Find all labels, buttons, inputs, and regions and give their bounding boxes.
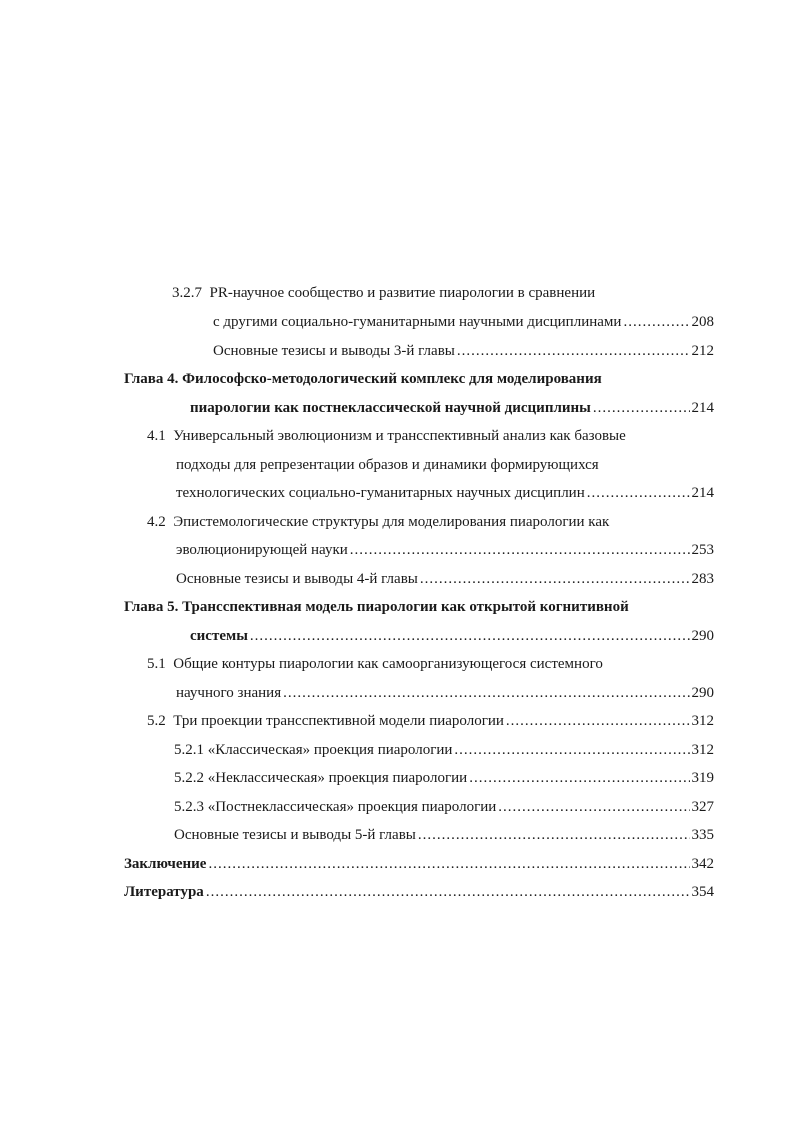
toc-entry-5-2-2	[174, 768, 714, 788]
toc-title: эволюционирующей науки	[176, 542, 348, 558]
dot-leader	[250, 626, 690, 646]
dot-leader	[454, 740, 689, 760]
toc-page-number: 327	[691, 799, 714, 815]
toc-title: подходы для репрезентации образов и динамики формирующихся	[176, 457, 599, 473]
toc-title: Универсальный эволюционизм и трансспективный анализ как базовые	[173, 428, 626, 444]
dot-leader	[206, 882, 690, 902]
toc-entry-5-2-3	[174, 797, 714, 817]
toc-page-number: 312	[691, 713, 714, 729]
toc-entry-3-2-7-line-1	[172, 283, 595, 303]
toc-entry-4-1-line-2	[176, 455, 599, 475]
toc-title: «Классическая» проекция пиарологии	[207, 742, 453, 758]
toc-entry-4-1-line-1	[147, 426, 626, 446]
toc-title: «Неклассическая» проекция пиарологии	[207, 770, 468, 786]
toc-number: 3.2.7	[172, 285, 202, 301]
dot-leader	[469, 768, 689, 788]
toc-entry-4-2-line-1	[147, 512, 609, 532]
dot-leader	[623, 312, 689, 332]
toc-entry-chapter-5-line-2	[190, 626, 714, 646]
toc-page-number: 335	[691, 827, 714, 843]
toc-number: 5.2	[147, 713, 166, 729]
toc-number: 5.1	[147, 656, 166, 672]
toc-number: 5.2.1	[174, 742, 204, 758]
toc-page-number: 312	[691, 742, 714, 758]
toc-title: пиарологии как постнеклассической научной дисциплины	[190, 400, 591, 416]
toc-title: Философско-методологический комплекс для моделирования	[182, 371, 602, 387]
toc-entry-ch3-summary	[213, 341, 714, 361]
dot-leader	[593, 398, 690, 418]
toc-entry-5-2	[147, 711, 714, 731]
toc-entry-3-2-7-line-2	[213, 312, 714, 332]
toc-title: Основные тезисы и выводы 5-й главы	[174, 827, 416, 843]
toc-entry-chapter-4-line-1	[124, 369, 602, 389]
toc-number: Глава 5.	[124, 599, 179, 615]
toc-page-number: 253	[691, 542, 714, 558]
toc-title: Основные тезисы и выводы 4-й главы	[176, 571, 418, 587]
dot-leader	[350, 540, 690, 560]
toc-page-number: 290	[691, 685, 714, 701]
toc-page-number: 342	[691, 856, 714, 872]
toc-page-number: 290	[691, 628, 714, 644]
dot-leader	[418, 825, 690, 845]
dot-leader	[283, 683, 689, 703]
toc-entry-conclusion	[124, 854, 714, 874]
dot-leader	[498, 797, 689, 817]
toc-number: 5.2.2	[174, 770, 204, 786]
toc-title: Трансспективная модель пиарологии как открытой когнитивной	[182, 599, 629, 615]
toc-number: 4.1	[147, 428, 166, 444]
dot-leader	[457, 341, 690, 361]
toc-entry-references	[124, 882, 714, 902]
dot-leader	[208, 854, 689, 874]
toc-title: Эпистемологические структуры для моделирования пиарологии как	[173, 514, 610, 530]
toc-page-number: 214	[691, 400, 714, 416]
toc-entry-5-2-1	[174, 740, 714, 760]
toc-title: Три проекции трансспективной модели пиарологии	[173, 713, 504, 729]
toc-title: научного знания	[176, 685, 282, 701]
toc-title: с другими социально-гуманитарными научными дисциплинами	[213, 314, 622, 330]
toc-title: Основные тезисы и выводы 3-й главы	[213, 343, 455, 359]
toc-entry-chapter-5-line-1	[124, 597, 629, 617]
toc-entry-chapter-4-line-2	[190, 398, 714, 418]
toc-entry-5-1-line-1	[147, 654, 603, 674]
toc-entry-5-1-line-2	[176, 683, 714, 703]
toc-entry-4-1-line-3	[176, 483, 714, 503]
toc-page-number: 214	[691, 485, 714, 501]
toc-entry-4-2-line-2	[176, 540, 714, 560]
toc-number: Глава 4.	[124, 371, 179, 387]
toc-page-number: 208	[691, 314, 714, 330]
toc-title: Общие контуры пиарологии как самоорганизующегося системного	[173, 656, 603, 672]
toc-number: 4.2	[147, 514, 166, 530]
dot-leader	[420, 569, 690, 589]
toc-title: Литература	[124, 884, 204, 900]
toc-entry-ch5-summary	[174, 825, 714, 845]
dot-leader	[587, 483, 690, 503]
toc-title: технологических социально-гуманитарных научных дисциплин	[176, 485, 585, 501]
toc-title: системы	[190, 628, 248, 644]
toc-number: 5.2.3	[174, 799, 204, 815]
toc-page-number: 354	[691, 884, 714, 900]
dot-leader	[506, 711, 690, 731]
toc-page-number: 319	[691, 770, 714, 786]
toc-page-number: 283	[691, 571, 714, 587]
toc-title: «Постнеклассическая» проекция пиарологии	[207, 799, 497, 815]
toc-title: Заключение	[124, 856, 207, 872]
toc-page-number: 212	[691, 343, 714, 359]
toc-entry-ch4-summary	[176, 569, 714, 589]
toc-title: PR-научное сообщество и развитие пиарологии в сравнении	[209, 285, 596, 301]
